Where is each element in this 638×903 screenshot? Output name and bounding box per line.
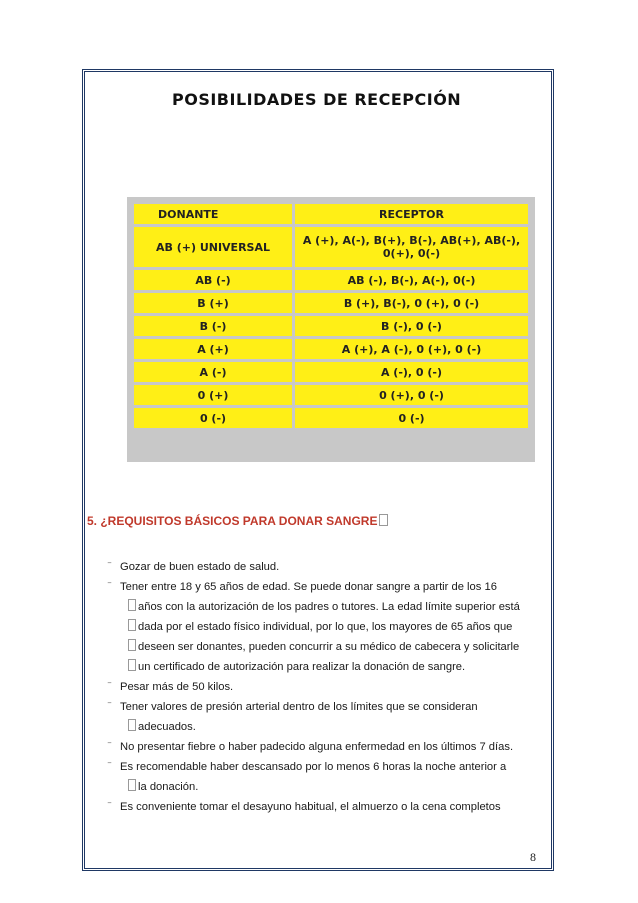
section-title-text: 5. ¿REQUISITOS BÁSICOS PARA DONAR SANGRE: [87, 514, 378, 528]
list-item: [108, 797, 545, 817]
missing-glyph-icon: [379, 514, 388, 526]
list-item-continuation: [120, 637, 545, 657]
reception-table: [131, 201, 531, 431]
list-item: [108, 737, 545, 757]
list-item-continuation: [120, 617, 545, 637]
missing-glyph-icon: [128, 639, 136, 651]
list-item-line: Es conveniente tomar el desayuno habitual, el almuerzo o la cena completos: [120, 801, 501, 813]
list-item-continuation: [120, 597, 545, 617]
table-row: [134, 293, 528, 313]
table-row: [134, 316, 528, 336]
receptor-cell: B (-), 0 (-): [295, 316, 528, 336]
list-item: [108, 557, 545, 577]
donante-cell: AB (-): [134, 270, 292, 290]
list-item-line: años con la autorización de los padres o tutores. La edad límite superior está: [138, 601, 520, 613]
table-row: [134, 339, 528, 359]
bullet-icon: ‾: [108, 702, 111, 712]
list-item: [108, 757, 545, 797]
missing-glyph-icon: [128, 619, 136, 631]
list-item-line: Pesar más de 50 kilos.: [120, 681, 234, 693]
table-row: [134, 362, 528, 382]
list-item-continuation: [120, 657, 545, 677]
donante-cell: 0 (-): [134, 408, 292, 428]
missing-glyph-icon: [128, 599, 136, 611]
list-item-line: adecuados.: [138, 721, 196, 733]
donante-cell: A (+): [134, 339, 292, 359]
list-item-line: un certificado de autorización para realizar la donación de sangre.: [138, 661, 466, 673]
bullet-icon: ‾: [108, 802, 111, 812]
bullet-icon: ‾: [108, 562, 111, 572]
bullet-icon: ‾: [108, 742, 111, 752]
bullet-icon: ‾: [108, 682, 111, 692]
list-item-line: Es recomendable haber descansado por lo menos 6 horas la noche anterior a: [120, 761, 507, 773]
requirements-list: [108, 557, 545, 817]
list-item-line: Tener valores de presión arterial dentro de los límites que se consideran: [120, 701, 478, 713]
table-row: [134, 227, 528, 267]
list-item-line: No presentar fiebre o haber padecido alguna enfermedad en los últimos 7 días.: [120, 741, 514, 753]
bullet-icon: ‾: [108, 582, 111, 592]
list-item-continuation: [120, 717, 545, 737]
section-title: [87, 514, 388, 528]
receptor-cell: B (+), B(-), 0 (+), 0 (-): [295, 293, 528, 313]
list-item-line: Gozar de buen estado de salud.: [120, 561, 280, 573]
missing-glyph-icon: [128, 779, 136, 791]
header-donante: DONANTE: [134, 204, 292, 224]
receptor-cell: A (+), A (-), 0 (+), 0 (-): [295, 339, 528, 359]
reception-table-image: [127, 197, 535, 462]
receptor-cell: A (+), A(-), B(+), B(-), AB(+), AB(-), 0(+), 0(-): [295, 227, 528, 267]
header-receptor: RECEPTOR: [295, 204, 528, 224]
receptor-cell: AB (-), B(-), A(-), 0(-): [295, 270, 528, 290]
list-item-continuation: [120, 777, 545, 797]
page-number: 8: [530, 850, 536, 864]
receptor-cell: 0 (-): [295, 408, 528, 428]
image-title: POSIBILIDADES DE RECEPCIÓN: [172, 90, 462, 109]
list-item-line: Tener entre 18 y 65 años de edad. Se puede donar sangre a partir de los 16: [120, 581, 497, 593]
missing-glyph-icon: [128, 659, 136, 671]
donante-cell: B (+): [134, 293, 292, 313]
receptor-cell: A (-), 0 (-): [295, 362, 528, 382]
table-header-row: [134, 204, 528, 224]
list-item-line: deseen ser donantes, pueden concurrir a su médico de cabecera y solicitarle: [138, 641, 520, 653]
table-row: [134, 408, 528, 428]
donante-cell: 0 (+): [134, 385, 292, 405]
list-item: [108, 577, 545, 677]
bullet-icon: ‾: [108, 762, 111, 772]
donante-cell: A (-): [134, 362, 292, 382]
missing-glyph-icon: [128, 719, 136, 731]
list-item-line: la donación.: [138, 781, 199, 793]
table-row: [134, 385, 528, 405]
list-item-line: dada por el estado físico individual, por lo que, los mayores de 65 años que: [138, 621, 513, 633]
donante-cell: B (-): [134, 316, 292, 336]
list-item: [108, 697, 545, 737]
list-item: [108, 677, 545, 697]
donante-cell: AB (+) UNIVERSAL: [134, 227, 292, 267]
receptor-cell: 0 (+), 0 (-): [295, 385, 528, 405]
table-row: [134, 270, 528, 290]
